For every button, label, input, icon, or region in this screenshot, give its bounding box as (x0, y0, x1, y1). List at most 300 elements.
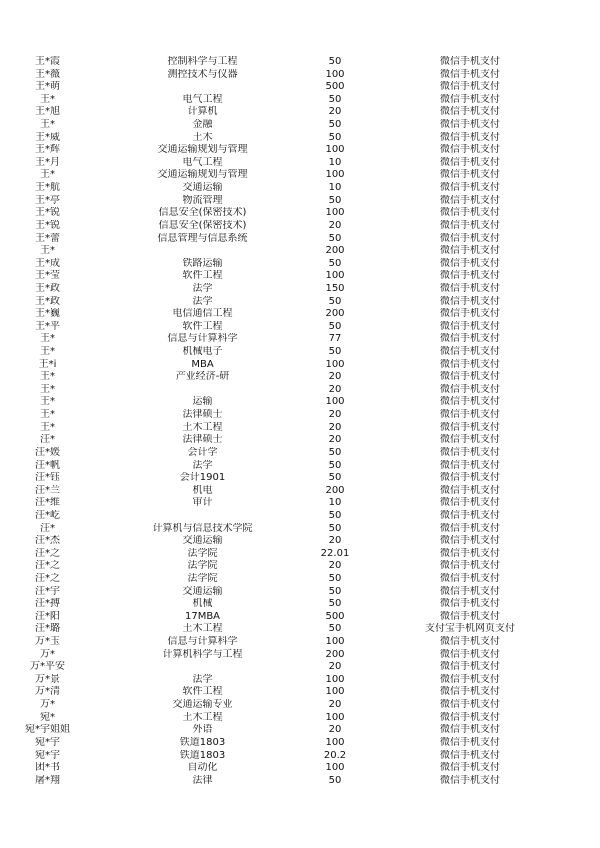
table-row (0, 535, 600, 548)
empty-cell (580, 296, 600, 309)
empty-cell (580, 94, 600, 107)
empty-cell (580, 346, 600, 359)
table-row (0, 321, 600, 334)
empty-cell (580, 750, 600, 763)
amount-cell: 20 (328, 383, 342, 395)
major-cell: 法学 (192, 295, 213, 307)
amount-cell: 20 (328, 699, 342, 711)
major-cell: 计算机与信息技术学院 (152, 522, 253, 534)
donor-name-cell: 王*航 (35, 182, 60, 194)
donor-name-cell: 王*萌 (35, 81, 60, 93)
payment-method-cell: 微信手机支付 (440, 484, 500, 496)
donor-name-cell: 王*威 (35, 131, 60, 143)
table-row (0, 460, 600, 473)
empty-cell (580, 270, 600, 283)
payment-method-cell: 微信手机支付 (440, 295, 500, 307)
empty-cell (580, 384, 600, 397)
empty-cell (580, 321, 600, 334)
major-cell: 软件工程 (182, 270, 223, 282)
payment-method-cell: 微信手机支付 (440, 598, 500, 610)
payment-method-cell: 微信手机支付 (440, 497, 500, 509)
table-row (0, 497, 600, 510)
payment-method-cell: 微信手机支付 (440, 144, 500, 156)
table-row (0, 674, 600, 687)
table-row (0, 598, 600, 611)
major-cell (95, 384, 310, 397)
major-cell: 土木 (192, 131, 213, 143)
major-cell: 计算机科学与工程 (162, 648, 243, 660)
donor-name-cell: 汪*屹 (35, 509, 60, 521)
amount-cell: 20 (328, 106, 342, 118)
payment-method-cell: 微信手机支付 (440, 245, 500, 257)
table-row (0, 573, 600, 586)
table-row (0, 686, 600, 699)
donor-name-cell: 王*辉 (35, 144, 60, 156)
table-row (0, 384, 600, 397)
amount-cell: 100 (325, 736, 345, 748)
payment-method-cell: 微信手机支付 (440, 282, 500, 294)
donation-table (0, 56, 600, 787)
payment-method-cell: 微信手机支付 (440, 572, 500, 584)
donor-name-cell: 汪*之 (35, 547, 60, 559)
major-cell: 土木工程 (182, 421, 223, 433)
amount-cell: 50 (328, 257, 342, 269)
donor-name-cell: 汪*宇 (35, 585, 60, 597)
amount-cell: 100 (325, 396, 345, 408)
empty-cell (580, 586, 600, 599)
donor-name-cell: 王*政 (35, 295, 60, 307)
payment-method-cell: 微信手机支付 (440, 358, 500, 370)
donation-rows (0, 56, 600, 787)
donor-name-cell: 王*月 (35, 156, 60, 168)
amount-cell: 50 (328, 774, 342, 786)
table-row (0, 611, 600, 624)
donor-name-cell: 汪*阳 (35, 610, 60, 622)
donor-name-cell: 屠*翔 (35, 774, 60, 786)
payment-method-cell: 微信手机支付 (440, 547, 500, 559)
table-row (0, 258, 600, 271)
empty-cell (580, 169, 600, 182)
donor-name-cell: 王* (40, 371, 55, 383)
empty-cell (580, 775, 600, 788)
donor-name-cell: 王*锐 (35, 219, 60, 231)
amount-cell: 50 (328, 472, 342, 484)
major-cell: 电信通信工程 (172, 308, 233, 320)
table-row (0, 195, 600, 208)
donor-name-cell: 王* (40, 409, 55, 421)
major-cell: 交通运输规划与管理 (157, 144, 248, 156)
amount-cell: 20 (328, 421, 342, 433)
payment-method-cell: 微信手机支付 (440, 219, 500, 231)
amount-cell: 100 (325, 144, 345, 156)
empty-cell (580, 182, 600, 195)
donor-name-cell: 汪*兰 (35, 484, 60, 496)
payment-method-cell: 微信手机支付 (440, 459, 500, 471)
empty-cell (580, 661, 600, 674)
amount-cell: 50 (328, 623, 342, 635)
donor-name-cell: 王*平 (35, 320, 60, 332)
donor-name-cell: 王* (40, 93, 55, 105)
table-row (0, 157, 600, 170)
payment-method-cell: 微信手机支付 (440, 749, 500, 761)
amount-cell: 50 (328, 320, 342, 332)
table-row (0, 56, 600, 69)
amount-cell: 100 (325, 762, 345, 774)
table-row (0, 207, 600, 220)
amount-cell: 500 (325, 81, 345, 93)
donor-name-cell: 汪* (40, 522, 55, 534)
donor-name-cell: 王*亭 (35, 194, 60, 206)
amount-cell: 50 (328, 346, 342, 358)
table-row (0, 762, 600, 775)
empty-cell (580, 497, 600, 510)
table-row (0, 106, 600, 119)
donor-name-cell: 宛*宇 (35, 736, 60, 748)
payment-method-cell: 微信手机支付 (440, 610, 500, 622)
donor-name-cell: 王*莹 (35, 270, 60, 282)
payment-method-cell: 微信手机支付 (440, 320, 500, 332)
table-row (0, 81, 600, 94)
empty-cell (580, 245, 600, 258)
amount-cell: 50 (328, 119, 342, 131)
major-cell: 软件工程 (182, 320, 223, 332)
empty-cell (580, 460, 600, 473)
payment-method-cell: 微信手机支付 (440, 434, 500, 446)
major-cell: 运输 (192, 396, 213, 408)
amount-cell: 50 (328, 93, 342, 105)
payment-method-cell: 微信手机支付 (440, 648, 500, 660)
payment-method-cell: 微信手机支付 (440, 346, 500, 358)
major-cell: 交通运输 (182, 182, 223, 194)
major-cell: 法学 (192, 673, 213, 685)
payment-method-cell: 微信手机支付 (440, 736, 500, 748)
empty-cell (580, 396, 600, 409)
payment-method-cell: 微信手机支付 (440, 182, 500, 194)
table-row (0, 69, 600, 82)
payment-method-cell: 微信手机支付 (440, 409, 500, 421)
donor-name-cell: 团*书 (35, 762, 60, 774)
major-cell: 机械 (192, 598, 213, 610)
empty-cell (580, 283, 600, 296)
payment-method-cell: 微信手机支付 (440, 308, 500, 320)
empty-cell (580, 472, 600, 485)
amount-cell: 50 (328, 295, 342, 307)
payment-method-cell: 微信手机支付 (440, 661, 500, 673)
major-cell: 铁路运输 (182, 257, 223, 269)
amount-cell: 50 (328, 446, 342, 458)
table-row (0, 636, 600, 649)
payment-method-cell: 微信手机支付 (440, 56, 500, 67)
empty-cell (580, 434, 600, 447)
empty-cell (580, 548, 600, 561)
table-row (0, 649, 600, 662)
donor-name-cell: 汪*帆 (35, 459, 60, 471)
major-cell: 计算机 (187, 106, 218, 118)
payment-method-cell: 微信手机支付 (440, 509, 500, 521)
donor-name-cell: 汪* (40, 434, 55, 446)
amount-cell: 10 (328, 182, 342, 194)
empty-cell (580, 233, 600, 246)
payment-method-cell: 微信手机支付 (440, 762, 500, 774)
payment-method-cell: 微信手机支付 (440, 68, 500, 80)
table-row (0, 346, 600, 359)
payment-method-cell: 微信手机支付 (440, 636, 500, 648)
major-cell: 信息与计算科学 (167, 333, 238, 345)
donor-name-cell: 王*成 (35, 257, 60, 269)
empty-cell (580, 611, 600, 624)
major-cell: 物流管理 (182, 194, 223, 206)
major-cell: 17MBA (184, 610, 221, 622)
major-cell: 交通运输 (182, 535, 223, 547)
major-cell (95, 510, 310, 523)
major-cell: 交通运输 (182, 585, 223, 597)
table-row (0, 359, 600, 372)
payment-method-cell: 微信手机支付 (440, 169, 500, 181)
amount-cell: 22.01 (320, 547, 350, 559)
payment-method-cell: 微信手机支付 (440, 131, 500, 143)
payment-method-cell: 微信手机支付 (440, 446, 500, 458)
amount-cell: 50 (328, 232, 342, 244)
major-cell: 信息安全(保密技术) (158, 207, 247, 219)
donor-name-cell: 宛* (40, 711, 55, 723)
table-row (0, 485, 600, 498)
donor-name-cell: 汪*媛 (35, 446, 60, 458)
major-cell: 控制科学与工程 (167, 56, 238, 67)
payment-method-cell: 微信手机支付 (440, 333, 500, 345)
amount-cell: 50 (328, 131, 342, 143)
table-row (0, 169, 600, 182)
major-cell: 产业经济-研 (175, 371, 230, 383)
payment-method-cell: 微信手机支付 (440, 106, 500, 118)
major-cell: 信息安全(保密技术) (158, 219, 247, 231)
amount-cell: 20 (328, 661, 342, 673)
empty-cell (580, 699, 600, 712)
amount-cell: 20 (328, 724, 342, 736)
table-row (0, 472, 600, 485)
major-cell: 铁道1803 (179, 736, 226, 748)
amount-cell: 500 (325, 610, 345, 622)
amount-cell: 20 (328, 371, 342, 383)
major-cell: 会计学 (187, 446, 218, 458)
empty-cell (580, 157, 600, 170)
payment-method-cell: 微信手机支付 (440, 119, 500, 131)
payment-method-cell: 微信手机支付 (440, 673, 500, 685)
table-row (0, 245, 600, 258)
donor-name-cell: 王* (40, 169, 55, 181)
table-row (0, 750, 600, 763)
empty-cell (580, 56, 600, 69)
payment-method-cell: 微信手机支付 (440, 371, 500, 383)
amount-cell: 200 (325, 648, 345, 660)
donor-name-cell: 汪*杰 (35, 535, 60, 547)
payment-method-cell: 微信手机支付 (440, 535, 500, 547)
empty-cell (580, 69, 600, 82)
table-row (0, 308, 600, 321)
amount-cell: 10 (328, 156, 342, 168)
donor-name-cell: 宛*宇姐姐 (25, 724, 70, 736)
payment-method-cell: 微信手机支付 (440, 699, 500, 711)
empty-cell (580, 485, 600, 498)
empty-cell (580, 636, 600, 649)
amount-cell: 50 (328, 522, 342, 534)
amount-cell: 20 (328, 535, 342, 547)
amount-cell: 100 (325, 636, 345, 648)
empty-cell (580, 649, 600, 662)
major-cell: 软件工程 (182, 686, 223, 698)
donor-name-cell: 王* (40, 383, 55, 395)
empty-cell (580, 535, 600, 548)
payment-method-cell: 微信手机支付 (440, 270, 500, 282)
empty-cell (580, 686, 600, 699)
donor-name-cell: 王*薇 (35, 68, 60, 80)
empty-cell (580, 258, 600, 271)
major-cell: 交通运输规划与管理 (157, 169, 248, 181)
payment-method-cell: 微信手机支付 (440, 560, 500, 572)
major-cell: 法律硕士 (182, 409, 223, 421)
table-row (0, 296, 600, 309)
donor-name-cell: 汪*钰 (35, 472, 60, 484)
donor-name-cell: 汪*维 (35, 497, 60, 509)
donor-name-cell: 王*蕾 (35, 232, 60, 244)
donor-name-cell: 王*锐 (35, 207, 60, 219)
amount-cell: 77 (328, 333, 342, 345)
payment-method-cell: 微信手机支付 (440, 396, 500, 408)
amount-cell: 200 (325, 484, 345, 496)
payment-method-cell: 微信手机支付 (440, 774, 500, 786)
amount-cell: 20 (328, 560, 342, 572)
table-row (0, 560, 600, 573)
donor-name-cell: 王*政 (35, 282, 60, 294)
donor-name-cell: 万* (40, 699, 55, 711)
payment-method-cell: 微信手机支付 (440, 232, 500, 244)
table-row (0, 586, 600, 599)
major-cell: 机械电子 (182, 346, 223, 358)
payment-method-cell: 微信手机支付 (440, 711, 500, 723)
table-row (0, 699, 600, 712)
payment-method-cell: 微信手机支付 (440, 686, 500, 698)
empty-cell (580, 510, 600, 523)
major-cell: 法律 (192, 774, 213, 786)
payment-method-cell: 微信手机支付 (440, 93, 500, 105)
donor-name-cell: 王* (40, 333, 55, 345)
empty-cell (580, 207, 600, 220)
major-cell: 电气工程 (182, 93, 223, 105)
table-row (0, 712, 600, 725)
payment-method-cell: 微信手机支付 (440, 383, 500, 395)
donor-name-cell: 万*景 (35, 673, 60, 685)
donor-name-cell: 王* (40, 245, 55, 257)
donor-name-cell: 汪*之 (35, 572, 60, 584)
donor-name-cell: 王*巍 (35, 308, 60, 320)
donor-name-cell: 汪*搏 (35, 598, 60, 610)
empty-cell (580, 573, 600, 586)
donor-name-cell: 宛*宇 (35, 749, 60, 761)
empty-cell (580, 762, 600, 775)
payment-method-cell: 微信手机支付 (440, 522, 500, 534)
amount-cell: 50 (328, 598, 342, 610)
table-row (0, 548, 600, 561)
major-cell: 交通运输专业 (172, 699, 233, 711)
amount-cell: 50 (328, 194, 342, 206)
donor-name-cell: 王*旭 (35, 106, 60, 118)
payment-method-cell: 支付宝手机网页支付 (425, 623, 515, 635)
major-cell: 法学院 (187, 572, 218, 584)
donor-name-cell: 万* (40, 648, 55, 660)
amount-cell: 20 (328, 409, 342, 421)
table-row (0, 94, 600, 107)
table-row (0, 737, 600, 750)
payment-method-cell: 微信手机支付 (440, 194, 500, 206)
empty-cell (580, 220, 600, 233)
major-cell: 电气工程 (182, 156, 223, 168)
donor-name-cell: 万*玉 (35, 636, 60, 648)
amount-cell: 20 (328, 219, 342, 231)
major-cell: 会计1901 (179, 472, 226, 484)
empty-cell (580, 598, 600, 611)
empty-cell (580, 106, 600, 119)
table-row (0, 409, 600, 422)
major-cell: 测控技术与仪器 (167, 68, 238, 80)
empty-cell (580, 132, 600, 145)
major-cell (95, 661, 310, 674)
table-row (0, 661, 600, 674)
donor-name-cell: 王*i (38, 358, 57, 370)
payment-method-cell: 微信手机支付 (440, 207, 500, 219)
amount-cell: 50 (328, 56, 342, 67)
amount-cell: 100 (325, 711, 345, 723)
table-row (0, 270, 600, 283)
major-cell: 法学院 (187, 560, 218, 572)
major-cell: 法学 (192, 459, 213, 471)
amount-cell: 150 (325, 282, 345, 294)
donor-name-cell: 汪*璐 (35, 623, 60, 635)
empty-cell (580, 737, 600, 750)
empty-cell (580, 523, 600, 536)
empty-cell (580, 560, 600, 573)
amount-cell: 50 (328, 509, 342, 521)
major-cell: 法学院 (187, 547, 218, 559)
table-row (0, 182, 600, 195)
major-cell (95, 81, 310, 94)
amount-cell: 20.2 (323, 749, 347, 761)
amount-cell: 50 (328, 459, 342, 471)
payment-method-cell: 微信手机支付 (440, 421, 500, 433)
empty-cell (580, 422, 600, 435)
major-cell: 金融 (192, 119, 213, 131)
major-cell: 法律硕士 (182, 434, 223, 446)
donor-name-cell: 王* (40, 119, 55, 131)
table-row (0, 144, 600, 157)
amount-cell: 100 (325, 169, 345, 181)
table-row (0, 724, 600, 737)
payment-method-cell: 微信手机支付 (440, 81, 500, 93)
major-cell: 土木工程 (182, 623, 223, 635)
empty-cell (580, 359, 600, 372)
table-row (0, 434, 600, 447)
amount-cell: 100 (325, 686, 345, 698)
amount-cell: 100 (325, 68, 345, 80)
major-cell (95, 245, 310, 258)
empty-cell (580, 308, 600, 321)
empty-cell (580, 119, 600, 132)
major-cell: 信息管理与信息系统 (157, 232, 248, 244)
payment-method-cell: 微信手机支付 (440, 472, 500, 484)
major-cell: 机电 (192, 484, 213, 496)
empty-cell (580, 447, 600, 460)
major-cell: 铁道1803 (179, 749, 226, 761)
table-row (0, 422, 600, 435)
empty-cell (580, 371, 600, 384)
